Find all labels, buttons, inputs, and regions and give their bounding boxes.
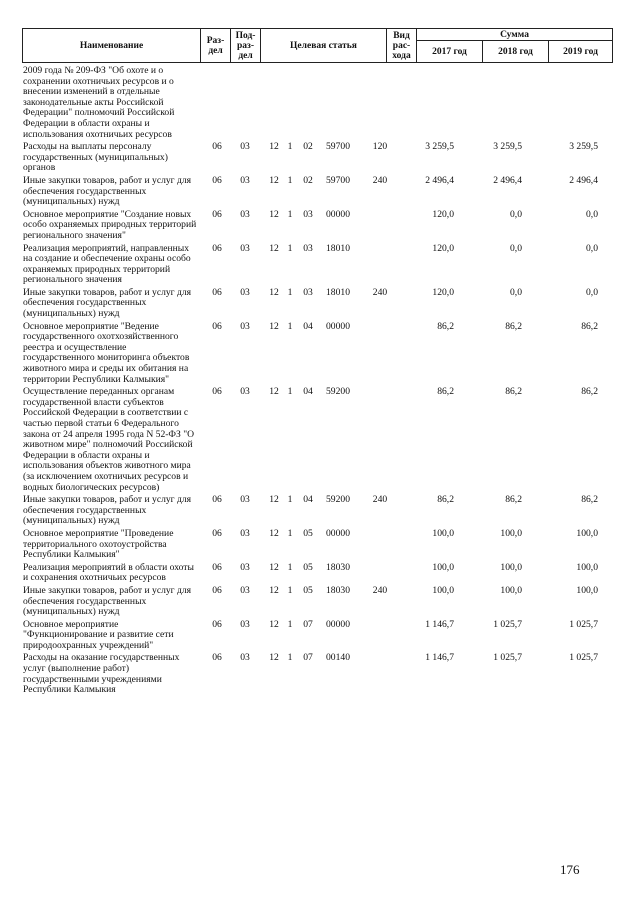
- sum-2019-cell: 1 025,7: [569, 618, 598, 630]
- sum-2019-cell: 2 496,4: [569, 174, 598, 186]
- row-name: 2009 года № 209-ФЗ "Об охоте и о сохранении охотничьих ресурсов и о внесении изменений в отдельные законодательные акты Российской Федерации" полномочий Российской Федерации в области охраны и использования охотничьих ресурсов: [23, 65, 175, 140]
- razdel-cell: 06: [212, 141, 222, 153]
- sum-2019-cell: 0,0: [586, 286, 598, 298]
- sum-2018-cell: 0,0: [510, 208, 522, 220]
- podrazdel-cell: 03: [240, 561, 250, 573]
- header-target: Целевая статья: [261, 29, 387, 63]
- direction-cell: 59200: [326, 494, 350, 506]
- header-vid: Вид рас- хода: [387, 29, 417, 63]
- podrazdel-cell: 03: [240, 174, 250, 186]
- razdel-cell: 06: [212, 208, 222, 220]
- measure-cell: 03: [303, 242, 313, 254]
- direction-cell: 00000: [326, 208, 350, 220]
- row-name: Основное мероприятие "Ведение государственного охотхозяйственного реестра и осуществление государственного мониторинга объектов животного мира и среды их обитания на территории Республики Калмыкия": [23, 320, 190, 385]
- expense-type-cell: 240: [372, 494, 388, 506]
- sum-2019-cell: 3 259,5: [569, 141, 598, 153]
- sum-2017-cell: 86,2: [437, 494, 454, 506]
- razdel-cell: 06: [212, 494, 222, 506]
- table-row: [22, 210, 612, 242]
- row-name: Расходы на оказание государственных услуг (выполнение работ) государственными учреждениями Республики Калмыкия: [23, 652, 180, 696]
- row-name: Иные закупки товаров, работ и услуг для обеспечения государственных (муниципальных) нужд: [23, 174, 192, 208]
- row-name: Иные закупки товаров, работ и услуг для обеспечения государственных (муниципальных) нужд: [23, 494, 192, 527]
- podrazdel-cell: 03: [240, 584, 250, 596]
- row-name: Реализация мероприятий в области охоты и сохранения охотничьих ресурсов: [23, 561, 194, 584]
- row-name: Основное мероприятие "Создание новых особо охраняемых природных территорий регионального значения": [23, 208, 197, 241]
- podrazdel-cell: 03: [240, 141, 250, 153]
- razdel-cell: 06: [212, 618, 222, 630]
- sum-2017-cell: 86,2: [437, 386, 454, 398]
- table-row: [22, 322, 612, 386]
- subprogram-cell: 1: [287, 584, 293, 596]
- sum-2017-cell: 100,0: [432, 561, 454, 573]
- sum-2018-cell: 86,2: [505, 320, 522, 332]
- subprogram-cell: 1: [287, 174, 293, 186]
- direction-cell: 00000: [326, 527, 350, 539]
- program-cell: 12: [269, 174, 279, 186]
- razdel-cell: 06: [212, 561, 222, 573]
- sum-2019-cell: 0,0: [586, 242, 598, 254]
- sum-2018-cell: 100,0: [500, 527, 522, 539]
- razdel-cell: 06: [212, 652, 222, 664]
- sum-2018-cell: 0,0: [510, 242, 522, 254]
- table-row: [22, 142, 612, 174]
- expense-type-cell: 120: [372, 141, 388, 153]
- sum-2018-cell: 2 496,4: [493, 174, 522, 186]
- row-name: Иные закупки товаров, работ и услуг для обеспечения государственных (муниципальных) нужд: [23, 584, 192, 618]
- sum-2019-cell: 86,2: [581, 386, 598, 398]
- header-2019: 2019 год: [549, 41, 613, 63]
- podrazdel-cell: 03: [240, 527, 250, 539]
- sum-2019-cell: 100,0: [576, 561, 598, 573]
- program-cell: 12: [269, 208, 279, 220]
- direction-cell: 59700: [326, 141, 350, 153]
- subprogram-cell: 1: [287, 242, 293, 254]
- subprogram-cell: 1: [287, 618, 293, 630]
- table-row: [22, 620, 612, 652]
- podrazdel-cell: 03: [240, 286, 250, 298]
- subprogram-cell: 1: [287, 208, 293, 220]
- sum-2019-cell: 0,0: [586, 208, 598, 220]
- direction-cell: 00000: [326, 618, 350, 630]
- measure-cell: 05: [303, 584, 313, 596]
- header-name: Наименование: [23, 29, 201, 63]
- row-name: Иные закупки товаров, работ и услуг для обеспечения государственных (муниципальных) нужд: [23, 286, 192, 320]
- podrazdel-cell: 03: [240, 386, 250, 398]
- sum-2018-cell: 100,0: [500, 561, 522, 573]
- razdel-cell: 06: [212, 174, 222, 186]
- subprogram-cell: 1: [287, 561, 293, 573]
- sum-2017-cell: 100,0: [432, 584, 454, 596]
- razdel-cell: 06: [212, 242, 222, 254]
- sum-2018-cell: 1 025,7: [493, 618, 522, 630]
- header-2018: 2018 год: [483, 41, 549, 63]
- sum-2017-cell: 120,0: [432, 208, 454, 220]
- razdel-cell: 06: [212, 527, 222, 539]
- direction-cell: 18010: [326, 286, 350, 298]
- direction-cell: 59700: [326, 174, 350, 186]
- program-cell: 12: [269, 527, 279, 539]
- expense-type-cell: 240: [372, 174, 388, 186]
- sum-2018-cell: 86,2: [505, 494, 522, 506]
- razdel-cell: 06: [212, 320, 222, 332]
- subprogram-cell: 1: [287, 286, 293, 298]
- measure-cell: 04: [303, 386, 313, 398]
- program-cell: 12: [269, 494, 279, 506]
- direction-cell: 00140: [326, 652, 350, 664]
- header-podrazdel: Под- раз- дел: [231, 29, 261, 63]
- expense-type-cell: 240: [372, 286, 388, 298]
- subprogram-cell: 1: [287, 141, 293, 153]
- table-row: [22, 288, 612, 320]
- table-row: [22, 495, 612, 527]
- podrazdel-cell: 03: [240, 242, 250, 254]
- table-row: [22, 586, 612, 618]
- header-razdel: Раз- дел: [201, 29, 231, 63]
- table-row: [22, 66, 612, 140]
- direction-cell: 18030: [326, 561, 350, 573]
- sum-2019-cell: 86,2: [581, 494, 598, 506]
- table-row: [22, 563, 612, 584]
- sum-2018-cell: 3 259,5: [493, 141, 522, 153]
- table-header: [22, 28, 613, 63]
- program-cell: 12: [269, 141, 279, 153]
- sum-2017-cell: 100,0: [432, 527, 454, 539]
- sum-2017-cell: 1 146,7: [425, 618, 454, 630]
- table-row: [22, 176, 612, 208]
- program-cell: 12: [269, 584, 279, 596]
- program-cell: 12: [269, 286, 279, 298]
- measure-cell: 04: [303, 494, 313, 506]
- podrazdel-cell: 03: [240, 494, 250, 506]
- program-cell: 12: [269, 652, 279, 664]
- table-row: [22, 244, 612, 286]
- measure-cell: 05: [303, 527, 313, 539]
- table-row: [22, 653, 612, 695]
- measure-cell: 03: [303, 208, 313, 220]
- sum-2019-cell: 100,0: [576, 527, 598, 539]
- sum-2018-cell: 86,2: [505, 386, 522, 398]
- sum-2017-cell: 86,2: [437, 320, 454, 332]
- row-name: Реализация мероприятий, направленных на создание и обеспечение охраны особо охраняемых природных территорий регионального значения: [23, 242, 191, 286]
- program-cell: 12: [269, 320, 279, 332]
- razdel-cell: 06: [212, 584, 222, 596]
- header-summa: Сумма: [417, 29, 613, 41]
- sum-2018-cell: 100,0: [500, 584, 522, 596]
- subprogram-cell: 1: [287, 320, 293, 332]
- subprogram-cell: 1: [287, 494, 293, 506]
- program-cell: 12: [269, 242, 279, 254]
- program-cell: 12: [269, 561, 279, 573]
- table-body: [22, 66, 612, 698]
- sum-2017-cell: 1 146,7: [425, 652, 454, 664]
- podrazdel-cell: 03: [240, 652, 250, 664]
- expense-type-cell: 240: [372, 584, 388, 596]
- row-name: Осуществление переданных органам государственной власти субъектов Российской Федерации в соответствии с частью первой статьи 6 Федерального закона от 24 апреля 1995 года N 52-ФЗ "О животном мире" полномочий Российской Федерации в области охраны и использования объектов животного мира (за исключением охотничьих ресурсов и водных биологических ресурсов): [23, 386, 195, 493]
- table-row: [22, 529, 612, 561]
- header-2017: 2017 год: [417, 41, 483, 63]
- sum-2017-cell: 2 496,4: [425, 174, 454, 186]
- sum-2019-cell: 100,0: [576, 584, 598, 596]
- row-name: Расходы на выплаты персоналу государственных (муниципальных) органов: [23, 141, 168, 174]
- page-number: 176: [560, 862, 580, 877]
- sum-2018-cell: 0,0: [510, 286, 522, 298]
- measure-cell: 02: [303, 141, 313, 153]
- razdel-cell: 06: [212, 286, 222, 298]
- sum-2019-cell: 1 025,7: [569, 652, 598, 664]
- sum-2017-cell: 3 259,5: [425, 141, 454, 153]
- row-name: Основное мероприятие "Проведение территориального охотоустройства Республики Калмыкия": [23, 527, 174, 561]
- subprogram-cell: 1: [287, 527, 293, 539]
- program-cell: 12: [269, 618, 279, 630]
- table-row: [22, 387, 612, 493]
- measure-cell: 03: [303, 286, 313, 298]
- subprogram-cell: 1: [287, 652, 293, 664]
- measure-cell: 02: [303, 174, 313, 186]
- razdel-cell: 06: [212, 386, 222, 398]
- sum-2018-cell: 1 025,7: [493, 652, 522, 664]
- sum-2019-cell: 86,2: [581, 320, 598, 332]
- podrazdel-cell: 03: [240, 208, 250, 220]
- measure-cell: 07: [303, 618, 313, 630]
- row-name: Основное мероприятие "Функционирование и развитие сети природоохранных учреждений": [23, 618, 174, 651]
- measure-cell: 04: [303, 320, 313, 332]
- program-cell: 12: [269, 386, 279, 398]
- sum-2017-cell: 120,0: [432, 242, 454, 254]
- measure-cell: 05: [303, 561, 313, 573]
- sum-2017-cell: 120,0: [432, 286, 454, 298]
- direction-cell: 18010: [326, 242, 350, 254]
- direction-cell: 18030: [326, 584, 350, 596]
- direction-cell: 59200: [326, 386, 350, 398]
- podrazdel-cell: 03: [240, 320, 250, 332]
- measure-cell: 07: [303, 652, 313, 664]
- podrazdel-cell: 03: [240, 618, 250, 630]
- direction-cell: 00000: [326, 320, 350, 332]
- subprogram-cell: 1: [287, 386, 293, 398]
